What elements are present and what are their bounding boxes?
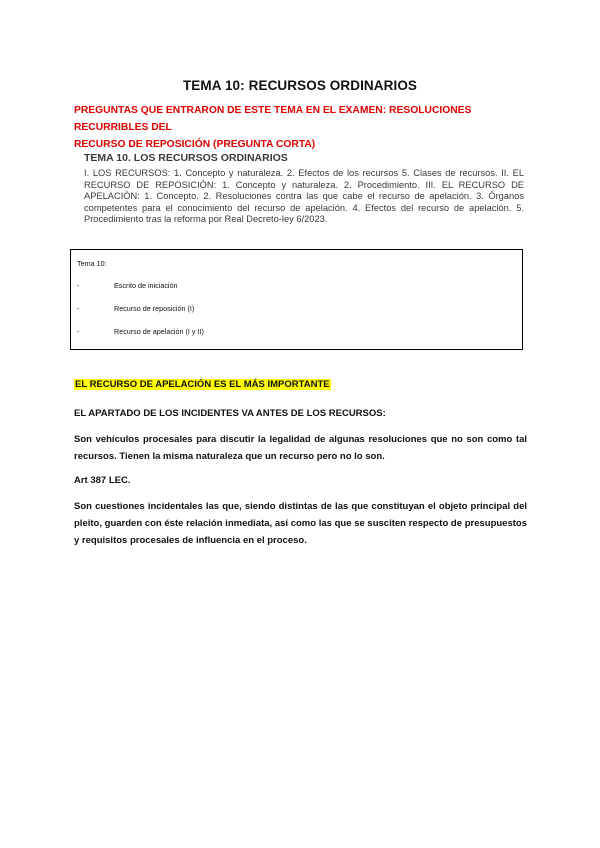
outline-title: Tema 10: bbox=[77, 259, 107, 268]
highlighted-note: EL RECURSO DE APELACIÓN ES EL MÁS IMPORTANTE bbox=[75, 379, 330, 390]
syllabus-heading: TEMA 10. LOS RECURSOS ORDINARIOS bbox=[84, 152, 288, 164]
outline-item-label: Escrito de iniciación bbox=[114, 281, 178, 290]
exam-note-line-2: RECURSO DE REPOSICIÓN (PREGUNTA CORTA) bbox=[74, 139, 316, 150]
page-title: TEMA 10: RECURSOS ORDINARIOS bbox=[182, 78, 418, 93]
outline-bullet: - bbox=[77, 327, 80, 336]
outline-bullet: - bbox=[77, 304, 80, 313]
syllabus-text: I. LOS RECURSOS: 1. Concepto y naturaleza. 2. Efectos de los recursos 5. Clases de recursos. II. EL RECURSO DE REPOSICIÓN: 1. Concepto y naturaleza. 2. Procedimiento. III. EL RECURSO DE APELACIÓN: 1. Concepto. 2. Resoluciones contra las que cabe el recurso de apelación. 3. Órganos competentes para el conocimiento del recurso de apelación. 4. Efectos del recurso de apelación. 5. Procedimiento tras la reforma por Real Decreto-ley 6/2023. bbox=[84, 168, 524, 225]
incidents-heading: EL APARTADO DE LOS INCIDENTES VA ANTES DE LOS RECURSOS: bbox=[74, 408, 386, 419]
outline-bullet: - bbox=[77, 281, 80, 290]
exam-note bbox=[74, 102, 534, 153]
outline-box bbox=[70, 249, 523, 350]
article-reference: Art 387 LEC. bbox=[74, 475, 131, 486]
outline-item-label: Recurso de reposición (I) bbox=[114, 304, 195, 313]
outline-item-label: Recurso de apelación (I y II) bbox=[114, 327, 204, 336]
exam-note-line-1: PREGUNTAS QUE ENTRARON DE ESTE TEMA EN EL EXAMEN: RESOLUCIONES RECURRIBLES DEL bbox=[74, 105, 472, 133]
paragraph-incidents-definition: Son vehículos procesales para discutir la legalidad de algunas resoluciones que no son como tal recursos. Tienen la misma naturaleza que un recurso pero no lo son. bbox=[74, 434, 527, 462]
syllabus-excerpt bbox=[84, 152, 524, 226]
paragraph-article-text: Son cuestiones incidentales las que, siendo distintas de las que constituyan el objeto principal del pleito, guarden con éste relación inmediata, así como las que se susciten respecto de presupuestos y requisitos procesales de influencia en el proceso. bbox=[74, 501, 527, 546]
